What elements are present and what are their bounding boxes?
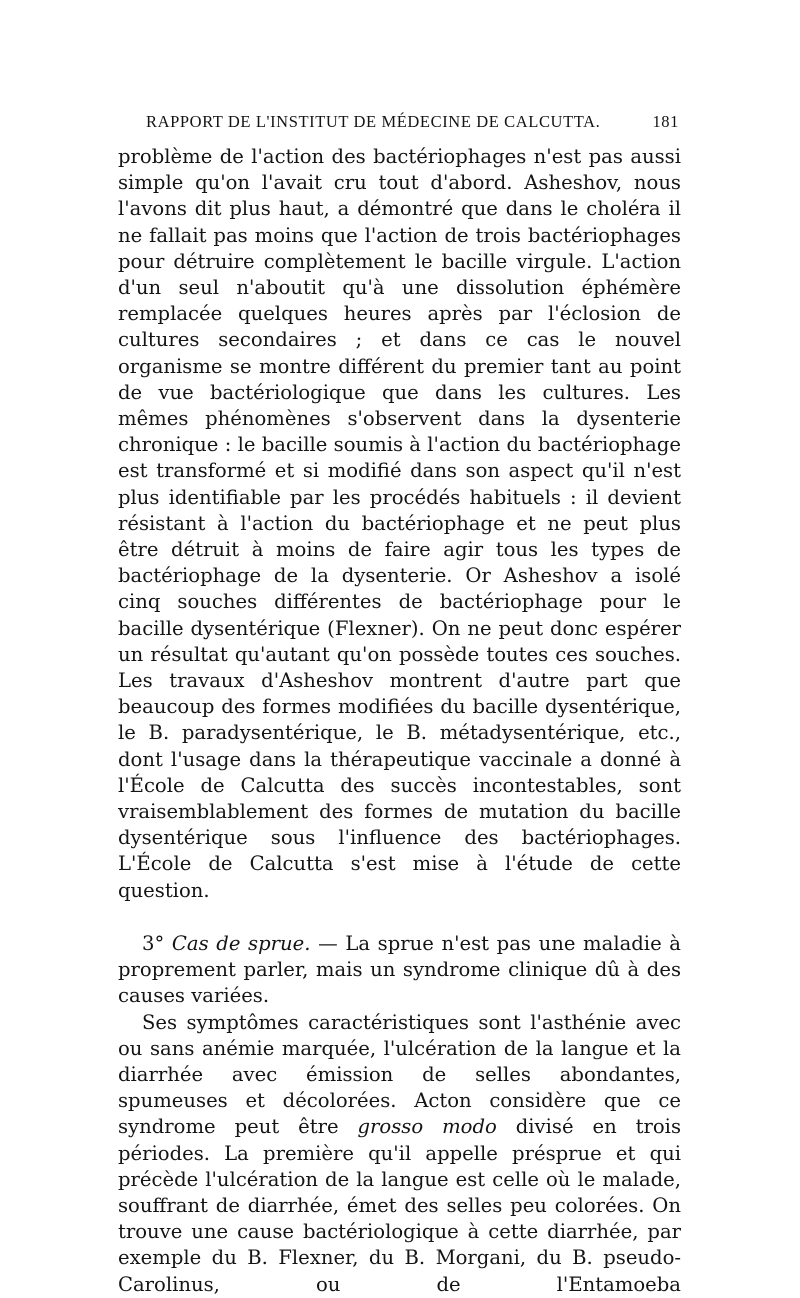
running-title: RAPPORT DE L'INSTITUT DE MÉDECINE DE CALCUTTA.: [146, 112, 601, 131]
section-dash: —: [310, 931, 346, 955]
section-text: La sprue n'est pas une maladie à proprement parler, mais un syndrome clinique dû à des causes variées.: [118, 931, 681, 1008]
symptoms-text-before: Ses symptômes caractéristiques sont l'asthénie avec ou sans anémie marquée, l'ulcération de la langue et la diarrhée avec émission de selles abondantes, spumeuses et décolorées. Acton considère que ce syndrome peut être: [118, 1010, 681, 1139]
paragraph-section-sprue: [118, 931, 681, 1010]
book-page: [118, 112, 681, 1298]
section-title: Cas de sprue.: [171, 931, 311, 955]
section-number: 3°: [142, 931, 165, 955]
page-number: 181: [652, 112, 679, 131]
paragraph-symptoms: [118, 1010, 681, 1298]
paragraph-continuation: problème de l'action des bactériophages n'est pas aussi simple qu'on l'avait cru tout d'abord. Asheshov, nous l'avons dit plus haut, a démontré que dans le choléra il ne fallait pas moins que l'action de trois bactériophages pour détruire complètement le bacille virgule. L'action d'un seul n'aboutit qu'à une dissolution éphémère remplacée quelques heures après par l'éclosion de cultures secondaires ; et dans ce cas le nouvel organisme se montre différent du premier tant au point de vue bactériologique que dans les cultures. Les mêmes phénomènes s'observent dans la dysenterie chronique : le bacille soumis à l'action du bactériophage est transformé et si modifié dans son aspect qu'il n'est plus identifiable par les procédés habituels : il devient résistant à l'action du bactériophage et ne peut plus être détruit à moins de faire agir tous les types de bactériophage de la dysenterie. Or Asheshov a isolé cinq souches différentes de bactériophage pour le bacille dysentérique (Flexner). On ne peut donc espérer un résultat qu'autant qu'on possède toutes ces souches. Les travaux d'Asheshov montrent d'autre part que beaucoup des formes modifiées du bacille dysentérique, le B. paradysentérique, le B. métadysentérique, etc., dont l'usage dans la thérapeutique vaccinale a donné à l'École de Calcutta des succès incontestables, sont vraisemblablement des formes de mutation du bacille dysentérique sous l'influence des bactériophages. L'École de Calcutta s'est mise à l'étude de cette question.: [118, 145, 681, 902]
latin-phrase: grosso modo: [357, 1115, 497, 1139]
running-header: [118, 112, 681, 140]
symptoms-text-after: divisé en trois périodes. La première qu'il appelle présprue et qui précède l'ulcération de la langue est celle où le malade, souffrant de diarrhée, émet des selles peu colorées. On trouve une cause bactériologique à cette diarrhée, par exemple du B. Flexner, du B. Morgani, du B. pseudo-Carolinus, ou de l'Entamoeba: [118, 1115, 681, 1296]
